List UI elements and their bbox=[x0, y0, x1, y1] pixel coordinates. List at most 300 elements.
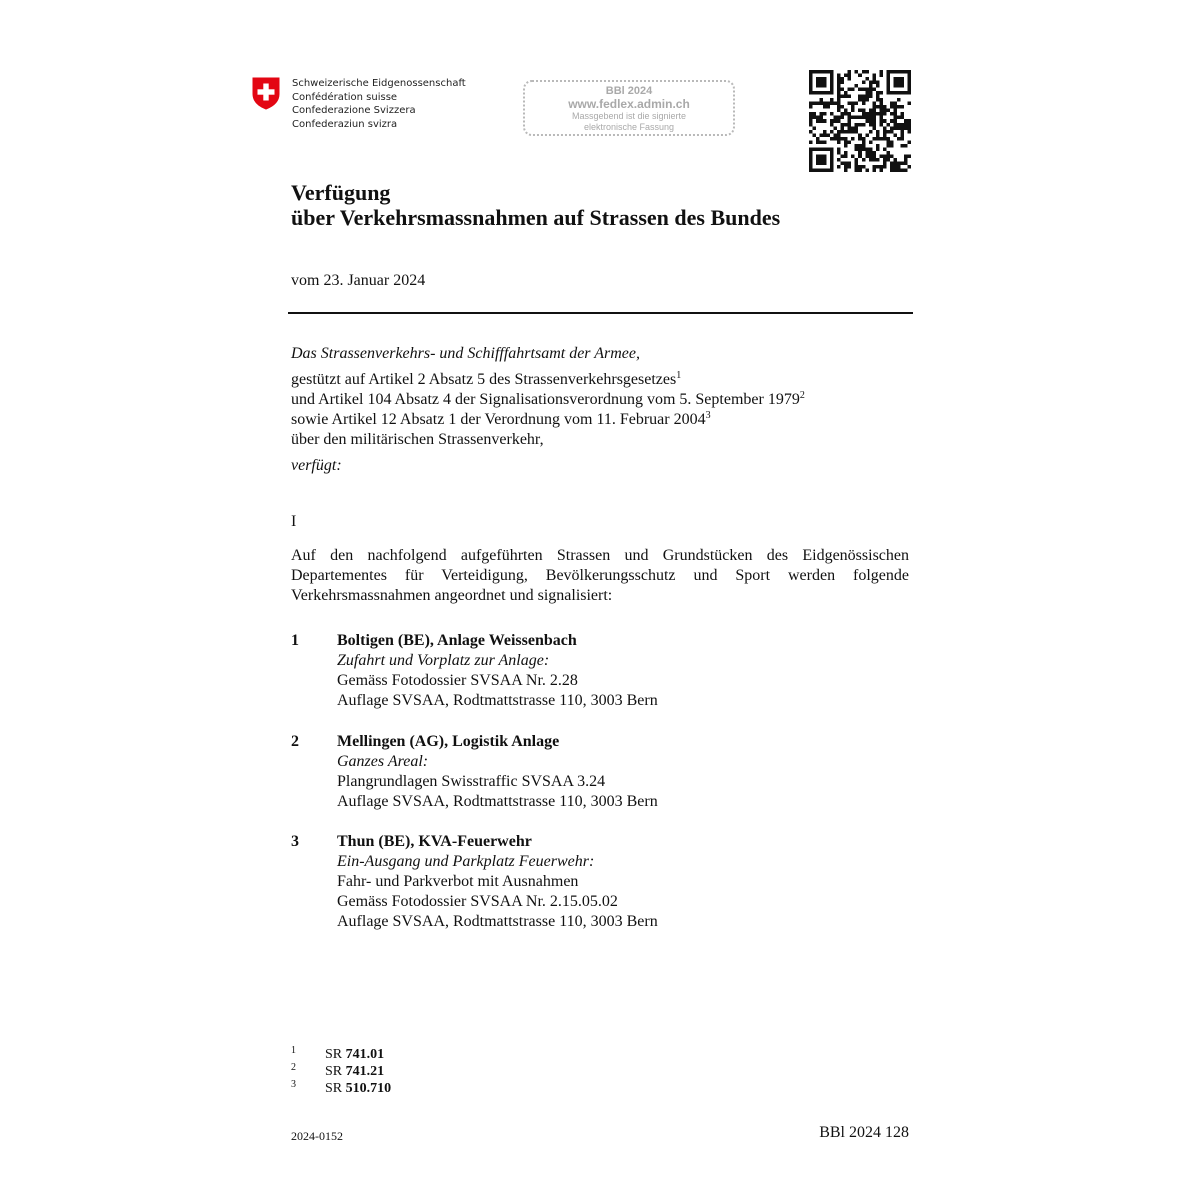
qr-module bbox=[816, 140, 820, 144]
qr-module bbox=[886, 81, 890, 85]
qr-module bbox=[872, 74, 876, 78]
qr-module bbox=[813, 70, 817, 74]
qr-module bbox=[823, 77, 827, 81]
qr-module bbox=[858, 74, 862, 78]
qr-module bbox=[816, 102, 820, 106]
qr-module bbox=[862, 112, 866, 116]
qr-module bbox=[848, 74, 852, 78]
qr-module bbox=[907, 102, 911, 106]
qr-module bbox=[823, 112, 827, 116]
qr-module bbox=[890, 168, 894, 172]
item-heading: Thun (BE), KVA-Feuerwehr bbox=[337, 833, 532, 850]
qr-module bbox=[872, 81, 876, 85]
decree-date: vom 23. Januar 2024 bbox=[291, 272, 426, 289]
qr-module bbox=[851, 130, 855, 134]
qr-module bbox=[830, 147, 834, 151]
qr-module bbox=[879, 105, 883, 109]
qr-module bbox=[820, 133, 824, 137]
qr-module bbox=[816, 70, 820, 74]
item-line: Fahr- und Parkverbot mit Ausnahmen bbox=[337, 873, 579, 890]
qr-module bbox=[848, 112, 852, 116]
qr-module bbox=[816, 158, 820, 162]
qr-module bbox=[879, 109, 883, 113]
qr-module bbox=[809, 102, 813, 106]
qr-module bbox=[841, 112, 845, 116]
qr-module bbox=[858, 144, 862, 148]
qr-module bbox=[823, 161, 827, 165]
title-line-2: über Verkehrsmassnahmen auf Strassen des Bundes bbox=[291, 205, 781, 230]
qr-module bbox=[844, 91, 848, 95]
qr-module bbox=[869, 84, 873, 88]
footnote-link[interactable]: 741.01 bbox=[345, 1047, 385, 1062]
qr-module bbox=[809, 74, 813, 78]
qr-module bbox=[816, 154, 820, 158]
qr-module bbox=[820, 77, 824, 81]
qr-module bbox=[900, 81, 904, 85]
qr-module bbox=[879, 165, 883, 169]
qr-module bbox=[904, 70, 908, 74]
qr-module bbox=[876, 84, 880, 88]
qr-module bbox=[841, 126, 845, 130]
qr-module bbox=[820, 70, 824, 74]
stamp-line-1: BBl 2024 bbox=[605, 85, 653, 97]
qr-module bbox=[904, 119, 908, 123]
qr-module bbox=[830, 112, 834, 116]
qr-module bbox=[904, 126, 908, 130]
qr-module bbox=[904, 158, 908, 162]
qr-module bbox=[844, 161, 848, 165]
qr-module bbox=[834, 119, 838, 123]
item-line: Auflage SVSAA, Rodtmattstrasse 110, 3003 Bern bbox=[337, 793, 658, 810]
item-subheading: Ein-Ausgang und Parkplatz Feuerwehr: bbox=[337, 853, 595, 870]
qr-module bbox=[858, 88, 862, 92]
qr-module bbox=[858, 116, 862, 120]
qr-module bbox=[848, 165, 852, 169]
qr-module bbox=[837, 137, 841, 141]
qr-module bbox=[883, 126, 887, 130]
qr-module bbox=[876, 130, 880, 134]
qr-module bbox=[848, 95, 852, 99]
qr-module bbox=[897, 123, 901, 127]
qr-module bbox=[883, 130, 887, 134]
qr-module bbox=[869, 119, 873, 123]
qr-module bbox=[890, 165, 894, 169]
qr-module bbox=[890, 126, 894, 130]
qr-module bbox=[893, 112, 897, 116]
qr-module bbox=[858, 133, 862, 137]
qr-module bbox=[876, 147, 880, 151]
qr-module bbox=[813, 147, 817, 151]
qr-module bbox=[862, 95, 866, 99]
qr-module bbox=[890, 105, 894, 109]
qr-module bbox=[879, 70, 883, 74]
qr-module bbox=[848, 123, 852, 127]
footnote-link[interactable]: 741.21 bbox=[345, 1064, 385, 1079]
qr-module bbox=[869, 88, 873, 92]
qr-module bbox=[820, 147, 824, 151]
qr-module bbox=[848, 161, 852, 165]
item-number: 2 bbox=[291, 733, 299, 750]
qr-module bbox=[893, 123, 897, 127]
qr-module bbox=[876, 137, 880, 141]
qr-module bbox=[897, 165, 901, 169]
qr-module bbox=[830, 151, 834, 155]
qr-module bbox=[879, 116, 883, 120]
qr-module bbox=[809, 147, 813, 151]
qr-module bbox=[841, 77, 845, 81]
qr-module bbox=[851, 105, 855, 109]
qr-module bbox=[897, 84, 901, 88]
qr-module bbox=[841, 161, 845, 165]
qr-module bbox=[844, 168, 848, 172]
qr-module bbox=[858, 98, 862, 102]
qr-module bbox=[823, 119, 827, 123]
qr-module bbox=[858, 95, 862, 99]
qr-module bbox=[820, 154, 824, 158]
qr-module bbox=[844, 123, 848, 127]
qr-module bbox=[841, 154, 845, 158]
qr-module bbox=[823, 147, 827, 151]
qr-module bbox=[837, 74, 841, 78]
qr-module bbox=[823, 158, 827, 162]
qr-module bbox=[837, 102, 841, 106]
footnote-ref[interactable]: 1 bbox=[676, 370, 682, 381]
qr-module bbox=[862, 102, 866, 106]
qr-module bbox=[872, 105, 876, 109]
basis-line: gestützt auf Artikel 2 Absatz 5 des Strassenverkehrsgesetzes$^1$ bbox=[291, 370, 682, 388]
qr-module bbox=[883, 119, 887, 123]
qr-module bbox=[893, 91, 897, 95]
qr-module bbox=[907, 88, 911, 92]
qr-module bbox=[862, 137, 866, 141]
qr-module bbox=[862, 140, 866, 144]
qr-module bbox=[813, 126, 817, 130]
qr-module bbox=[904, 123, 908, 127]
qr-module bbox=[841, 88, 845, 92]
qr-module bbox=[823, 102, 827, 106]
qr-module bbox=[879, 168, 883, 172]
confederation-name-fr: Confédération suisse bbox=[292, 91, 398, 103]
qr-module bbox=[872, 109, 876, 113]
qr-module bbox=[869, 151, 873, 155]
qr-module bbox=[893, 158, 897, 162]
qr-module bbox=[886, 140, 890, 144]
qr-module bbox=[830, 98, 834, 102]
qr-module bbox=[855, 158, 859, 162]
qr-module bbox=[897, 137, 901, 141]
qr-module bbox=[844, 165, 848, 169]
qr-module bbox=[897, 126, 901, 130]
qr-module bbox=[879, 74, 883, 78]
qr-module bbox=[855, 147, 859, 151]
title-line-1: Verfügung bbox=[291, 180, 391, 205]
qr-module bbox=[837, 119, 841, 123]
qr-module bbox=[886, 91, 890, 95]
qr-module bbox=[823, 140, 827, 144]
qr-module bbox=[879, 119, 883, 123]
qr-module bbox=[862, 70, 866, 74]
qr-module bbox=[837, 98, 841, 102]
qr-module bbox=[851, 154, 855, 158]
qr-module bbox=[883, 147, 887, 151]
qr-module bbox=[816, 137, 820, 141]
qr-module bbox=[848, 119, 852, 123]
qr-module bbox=[851, 88, 855, 92]
qr-module bbox=[830, 88, 834, 92]
qr-module bbox=[809, 158, 813, 162]
qr-module bbox=[883, 137, 887, 141]
qr-module bbox=[848, 88, 852, 92]
qr-module bbox=[886, 144, 890, 148]
qr-module bbox=[865, 119, 869, 123]
qr-module bbox=[897, 98, 901, 102]
qr-module bbox=[890, 102, 894, 106]
qr-module bbox=[809, 84, 813, 88]
qr-module bbox=[872, 123, 876, 127]
qr-module bbox=[886, 154, 890, 158]
qr-module bbox=[900, 161, 904, 165]
qr-module bbox=[830, 154, 834, 158]
qr-module bbox=[893, 109, 897, 113]
qr-module bbox=[872, 77, 876, 81]
qr-module bbox=[862, 116, 866, 120]
qr-module bbox=[883, 154, 887, 158]
qr-module bbox=[872, 112, 876, 116]
qr-module bbox=[872, 168, 876, 172]
qr-module bbox=[890, 144, 894, 148]
swiss-cross-icon bbox=[252, 77, 280, 110]
qr-module bbox=[820, 112, 824, 116]
item-line: Gemäss Fotodossier SVSAA Nr. 2.15.05.02 bbox=[337, 893, 618, 910]
qr-module bbox=[809, 77, 813, 81]
qr-module bbox=[816, 77, 820, 81]
footnote-number: 1 bbox=[291, 1045, 296, 1056]
qr-module bbox=[869, 130, 873, 134]
qr-module bbox=[893, 161, 897, 165]
qr-module bbox=[865, 88, 869, 92]
qr-module bbox=[900, 126, 904, 130]
qr-module bbox=[865, 147, 869, 151]
qr-module bbox=[893, 77, 897, 81]
qr-module bbox=[844, 140, 848, 144]
qr-module bbox=[816, 91, 820, 95]
qr-module bbox=[904, 91, 908, 95]
intro-paragraph: Auf den nachfolgend aufgeführten Strassen und Grundstücken des Eidgenössischen Departementes für Verteidigung, Bevölkerungsschutz und Sport werden folgende Verkehrsmassnahmen angeordnet und signalisiert: bbox=[291, 547, 909, 604]
item-heading: Mellingen (AG), Logistik Anlage bbox=[337, 733, 560, 750]
qr-module bbox=[886, 151, 890, 155]
qr-module bbox=[862, 158, 866, 162]
qr-module bbox=[869, 81, 873, 85]
qr-module bbox=[837, 88, 841, 92]
qr-module bbox=[830, 81, 834, 85]
qr-module bbox=[893, 70, 897, 74]
qr-module bbox=[862, 165, 866, 169]
qr-module bbox=[900, 130, 904, 134]
qr-module bbox=[809, 88, 813, 92]
qr-module bbox=[907, 154, 911, 158]
qr-module bbox=[907, 119, 911, 123]
qr-module bbox=[883, 161, 887, 165]
qr-module bbox=[830, 74, 834, 78]
qr-module bbox=[865, 112, 869, 116]
qr-module bbox=[869, 95, 873, 99]
qr-module bbox=[813, 133, 817, 137]
qr-code-icon[interactable] bbox=[809, 70, 911, 172]
qr-module bbox=[897, 70, 901, 74]
confederation-name-de: Schweizerische Eidgenossenschaft bbox=[292, 78, 466, 89]
qr-module bbox=[855, 168, 859, 172]
qr-module bbox=[820, 140, 824, 144]
qr-module bbox=[858, 109, 862, 113]
qr-module bbox=[820, 102, 824, 106]
qr-module bbox=[876, 95, 880, 99]
qr-module bbox=[904, 144, 908, 148]
qr-module bbox=[844, 154, 848, 158]
qr-module bbox=[883, 105, 887, 109]
qr-module bbox=[816, 81, 820, 85]
qr-module bbox=[893, 105, 897, 109]
fedlex-stamp bbox=[523, 80, 735, 136]
qr-module bbox=[855, 102, 859, 106]
qr-module bbox=[865, 95, 869, 99]
qr-module bbox=[865, 98, 869, 102]
qr-module bbox=[886, 74, 890, 78]
page-title bbox=[291, 180, 780, 230]
qr-module bbox=[816, 119, 820, 123]
qr-module bbox=[890, 154, 894, 158]
qr-module bbox=[872, 119, 876, 123]
issuer: Das Strassenverkehrs- und Schifffahrtsamt der Armee, bbox=[291, 345, 640, 362]
qr-module bbox=[907, 74, 911, 78]
confederation-names bbox=[292, 77, 466, 131]
footnote-prefix: SR bbox=[325, 1064, 343, 1079]
title-divider bbox=[288, 312, 913, 314]
qr-module bbox=[900, 70, 904, 74]
qr-module bbox=[809, 140, 813, 144]
qr-module bbox=[816, 84, 820, 88]
basis-line: über den militärischen Strassenverkehr, bbox=[291, 431, 544, 448]
qr-module bbox=[837, 116, 841, 120]
qr-module bbox=[820, 116, 824, 120]
qr-module bbox=[886, 88, 890, 92]
item-subheading: Ganzes Areal: bbox=[337, 753, 429, 770]
qr-module bbox=[837, 133, 841, 137]
qr-module bbox=[841, 123, 845, 127]
qr-module bbox=[872, 151, 876, 155]
qr-module bbox=[820, 168, 824, 172]
qr-module bbox=[844, 74, 848, 78]
qr-module bbox=[830, 77, 834, 81]
qr-module bbox=[876, 158, 880, 162]
qr-module bbox=[848, 130, 852, 134]
qr-module bbox=[872, 158, 876, 162]
qr-module bbox=[827, 105, 831, 109]
qr-module bbox=[820, 84, 824, 88]
item-number: 3 bbox=[291, 833, 299, 850]
qr-module bbox=[851, 102, 855, 106]
qr-module bbox=[907, 84, 911, 88]
basis-line: und Artikel 104 Absatz 4 der Signalisationsverordnung vom 5. September 1979$^2$ bbox=[291, 390, 805, 408]
qr-module bbox=[809, 70, 813, 74]
qr-module bbox=[869, 112, 873, 116]
qr-module bbox=[820, 158, 824, 162]
qr-module bbox=[869, 116, 873, 120]
qr-module bbox=[844, 151, 848, 155]
footnote-ref[interactable]: 2 bbox=[799, 390, 805, 401]
qr-module bbox=[823, 154, 827, 158]
qr-module bbox=[890, 140, 894, 144]
item-line: Plangrundlagen Swisstraffic SVSAA 3.24 bbox=[337, 773, 606, 790]
qr-module bbox=[851, 137, 855, 141]
qr-module bbox=[820, 81, 824, 85]
qr-module bbox=[907, 140, 911, 144]
qr-module bbox=[900, 137, 904, 141]
qr-module bbox=[844, 109, 848, 113]
qr-module bbox=[907, 126, 911, 130]
qr-module bbox=[837, 140, 841, 144]
qr-module bbox=[830, 84, 834, 88]
qr-module bbox=[858, 154, 862, 158]
qr-module bbox=[837, 165, 841, 169]
stamp-line-3: Massgebend ist die signierte bbox=[571, 111, 687, 121]
qr-module bbox=[848, 140, 852, 144]
confederation-name-it: Confederazione Svizzera bbox=[292, 105, 416, 116]
qr-module bbox=[855, 165, 859, 169]
qr-module bbox=[865, 70, 869, 74]
qr-module bbox=[879, 123, 883, 127]
confederation-name-rm: Confederaziun svizra bbox=[292, 118, 398, 130]
qr-module bbox=[872, 88, 876, 92]
qr-module bbox=[830, 137, 834, 141]
footnote-ref[interactable]: 3 bbox=[705, 410, 711, 421]
footnote-number: 3 bbox=[291, 1079, 296, 1090]
item-subheading: Zufahrt und Vorplatz zur Anlage: bbox=[337, 652, 550, 669]
qr-module bbox=[813, 102, 817, 106]
qr-module bbox=[872, 126, 876, 130]
qr-module bbox=[900, 168, 904, 172]
qr-module bbox=[841, 116, 845, 120]
qr-module bbox=[830, 102, 834, 106]
qr-module bbox=[855, 123, 859, 127]
qr-module bbox=[848, 102, 852, 106]
qr-module bbox=[816, 161, 820, 165]
qr-module bbox=[890, 130, 894, 134]
qr-module bbox=[809, 130, 813, 134]
qr-module bbox=[809, 151, 813, 155]
section-label: I bbox=[291, 513, 297, 530]
qr-module bbox=[837, 109, 841, 113]
qr-module bbox=[841, 81, 845, 85]
qr-module bbox=[813, 91, 817, 95]
qr-module bbox=[830, 70, 834, 74]
qr-module bbox=[886, 158, 890, 162]
qr-module bbox=[907, 77, 911, 81]
qr-module bbox=[876, 112, 880, 116]
qr-module bbox=[830, 91, 834, 95]
qr-module bbox=[893, 133, 897, 137]
qr-module bbox=[823, 130, 827, 134]
qr-module bbox=[893, 81, 897, 85]
footnote-link[interactable]: 510.710 bbox=[345, 1081, 392, 1096]
qr-module bbox=[900, 133, 904, 137]
qr-module bbox=[872, 102, 876, 106]
qr-module bbox=[809, 119, 813, 123]
item-heading: Boltigen (BE), Anlage Weissenbach bbox=[337, 632, 577, 649]
qr-module bbox=[886, 109, 890, 113]
qr-module bbox=[862, 144, 866, 148]
qr-module bbox=[886, 137, 890, 141]
qr-module bbox=[904, 154, 908, 158]
